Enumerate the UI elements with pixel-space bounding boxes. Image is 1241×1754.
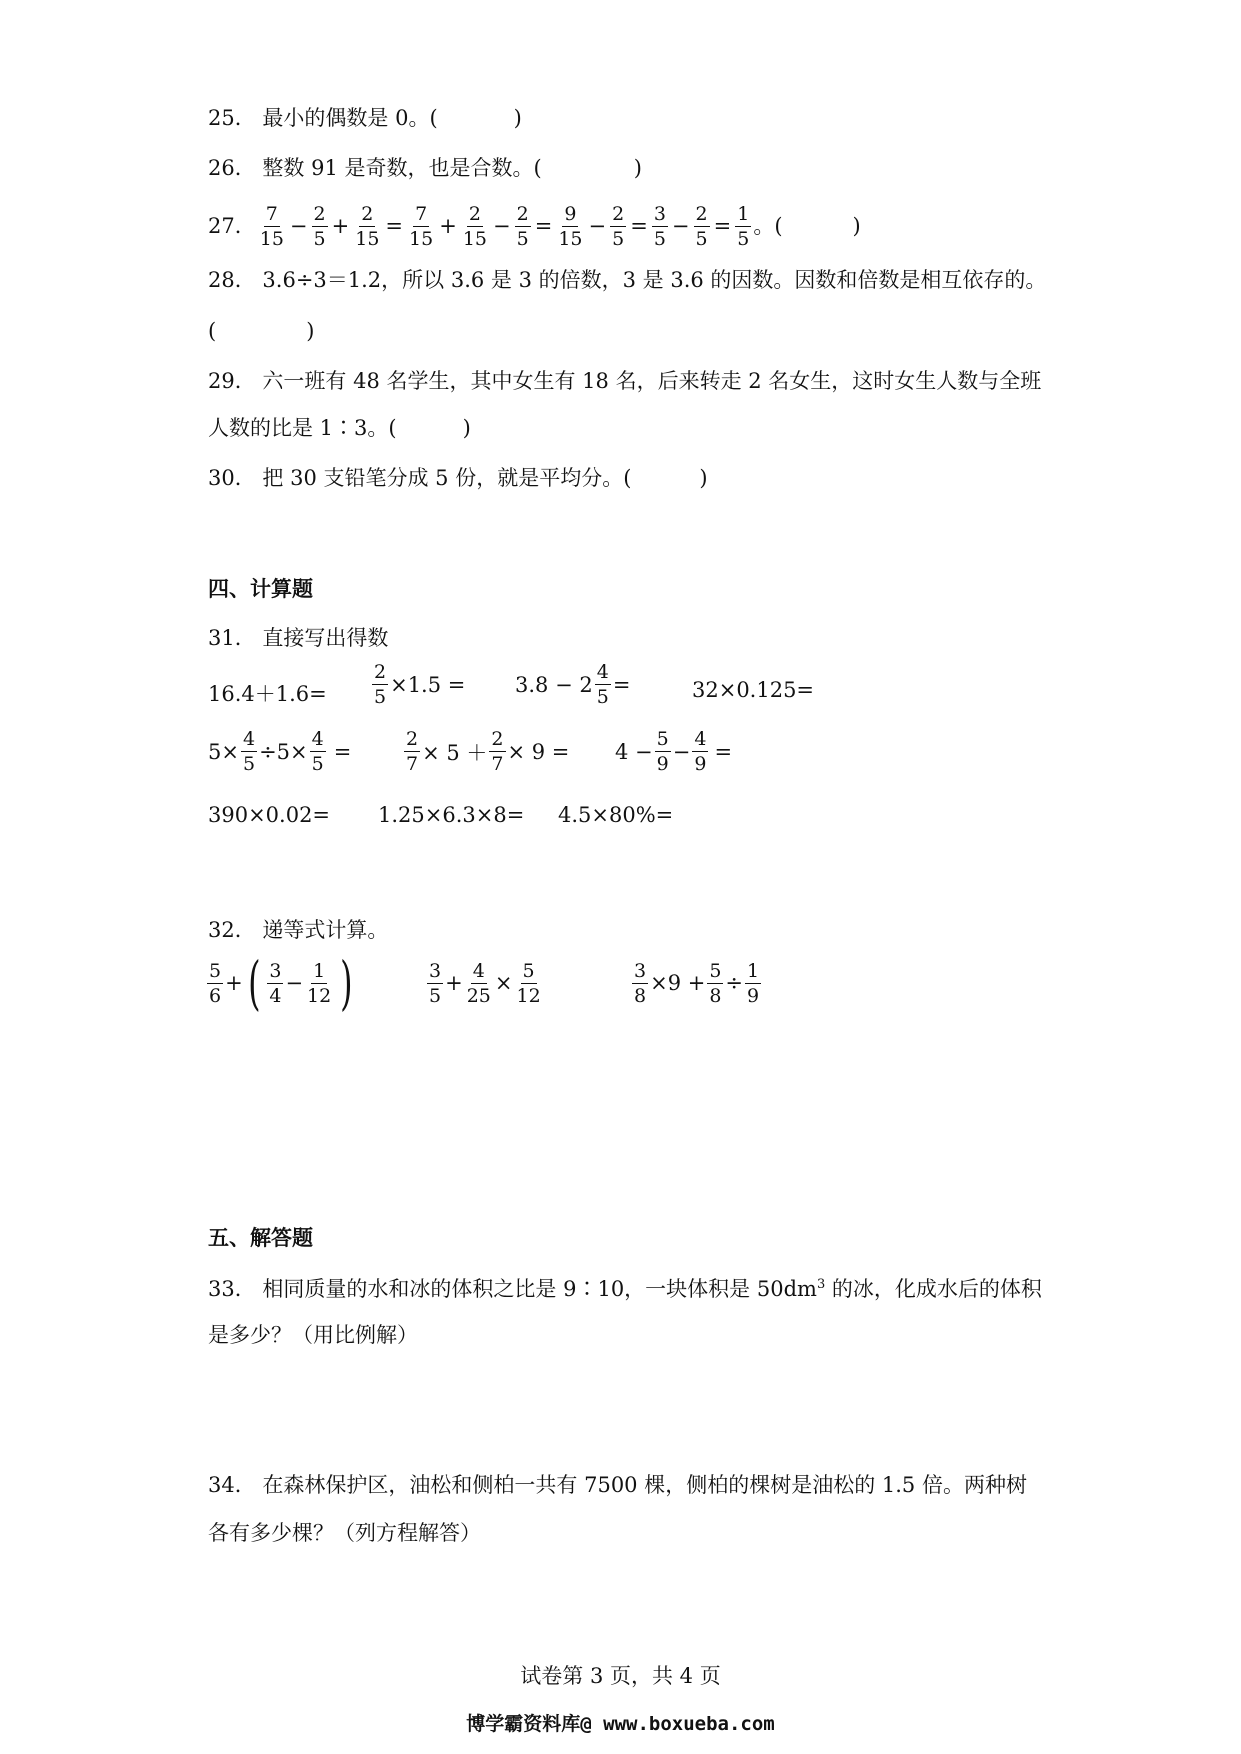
question-25: 25． 最小的偶数是 0。( ) [208, 106, 522, 130]
question-29 [208, 366, 1041, 396]
question-number: 29． [208, 369, 256, 393]
calc-expression: 1.25×6.3×8= [378, 803, 525, 827]
question-27: 27． $\frac{7}{15}$ − $\frac{2}{5}$ + $\frac{2}{15}$ = $\frac{7}{15}$ + $\frac{2}{15}$ − $\frac{2}{5}$ = $\frac{9}{15}$ − $\frac{2}{5}$ = $\frac{3}{5}$ − $\frac{2}{5}$ = $\frac{1}{5}$ 。( ) [208, 196, 861, 256]
calc-expression: 4.5×80%= [558, 803, 674, 827]
question-text: 递等式计算。 [262, 918, 389, 942]
question-29-line2: 人数的比是 1∶3。( ) [208, 416, 471, 440]
calc-expression: 32×0.125= [692, 678, 815, 702]
question-34-line2: 各有多少棵？（列方程解答） [208, 1521, 481, 1545]
question-text: 把 30 支铅笔分成 5 份，就是平均分。( [262, 466, 632, 490]
question-text: 最小的偶数是 0。( [262, 106, 438, 130]
fraction: $\frac{7}{15}$ [409, 202, 434, 250]
question-number: 26． [208, 156, 256, 180]
question-text: 六一班有 48 名学生，其中女生有 18 名，后来转走 2 名女生，这时女生人数与全班 [262, 369, 1042, 393]
question-number: 34． [208, 1473, 256, 1497]
page-footer: 试卷第 3 页，共 4 页 [520, 1664, 721, 1688]
question-33-line2: 是多少？（用比例解） [208, 1323, 418, 1347]
calc-expression: 5× $\frac{4}{5}$ ÷5× $\frac{4}{5}$ = [208, 728, 352, 775]
question-text: 在森林保护区，油松和侧柏一共有 7500 棵，侧柏的棵树是油松的 1.5 倍。两种树 [262, 1473, 1027, 1497]
calc-expression: $\frac{2}{7}$ × 5 ＋ $\frac{2}{7}$ × 9 = [406, 728, 570, 775]
section-title: 五、解答题 [208, 1226, 313, 1250]
fraction: $\frac{2}{5}$ [695, 202, 708, 250]
fraction: $\frac{2}{5}$ [313, 202, 326, 250]
question-34 [208, 1470, 1027, 1500]
question-number: 32． [208, 918, 256, 942]
question-28 [208, 265, 1046, 295]
question-number: 25． [208, 106, 256, 130]
question-30: 30． 把 30 支铅笔分成 5 份，就是平均分。( ) [208, 466, 708, 490]
question-text: 直接写出得数 [262, 626, 389, 650]
calc-expression: $\frac{2}{5}$ ×1.5 = [374, 661, 466, 708]
section-title: 四、计算题 [208, 577, 313, 601]
fraction: $\frac{2}{5}$ [516, 202, 529, 250]
question-text: 3.6÷3＝1.2，所以 3.6 是 3 的倍数，3 是 3.6 的因数。因数和倍数是相互依存的。 [262, 268, 1047, 292]
question-number: 33． [208, 1277, 256, 1301]
fraction: $\frac{2}{15}$ [462, 202, 488, 250]
fraction: $\frac{9}{15}$ [558, 202, 583, 250]
question-32 [208, 915, 388, 945]
calc-expression: $\frac{3}{8}$ ×9 + $\frac{5}{8}$ ÷ $\frac{1}{9}$ [634, 959, 760, 1007]
fraction: $\frac{3}{5}$ [653, 202, 666, 250]
fraction: $\frac{2}{5}$ [612, 202, 625, 250]
question-26: 26． 整数 91 是奇数，也是合数。( ) [208, 156, 642, 180]
calc-expression: 3.8 − 2 $\frac{4}{5}$ = [515, 661, 631, 708]
question-text: 相同质量的水和冰的体积之比是 9∶10，一块体积是 50dm [262, 1277, 817, 1301]
calc-expression: $\frac{5}{6}$ + ( $\frac{3}{4}$ − $\frac{1}{12}$ ) [209, 949, 353, 1017]
calc-expression: 390×0.02= [208, 803, 331, 827]
fraction: $\frac{7}{15}$ [259, 202, 284, 250]
question-number: 27． [208, 214, 256, 238]
question-33: 33． 相同质量的水和冰的体积之比是 9∶10，一块体积是 $50dm^3$ 的冰，化成水后的体积 [208, 1277, 1042, 1301]
question-number: 30． [208, 466, 256, 490]
fraction: $\frac{2}{15}$ [355, 202, 380, 250]
calc-expression: $\frac{3}{5}$ + $\frac{4}{25}$ × $\frac{5}{12}$ [429, 959, 541, 1007]
question-31 [208, 623, 388, 653]
question-text: 整数 91 是奇数，也是合数。( [262, 156, 542, 180]
question-number: 31． [208, 626, 256, 650]
calc-expression: 16.4＋1.6= [208, 682, 327, 706]
question-28-answer: ( ) [208, 319, 315, 343]
fraction: $\frac{1}{5}$ [737, 202, 750, 250]
watermark: 博学霸资料库@ www.boxueba.com [466, 1713, 775, 1735]
calc-expression: 4 − $\frac{5}{9}$ − $\frac{4}{9}$ = [615, 728, 733, 775]
question-number: 28． [208, 268, 256, 292]
